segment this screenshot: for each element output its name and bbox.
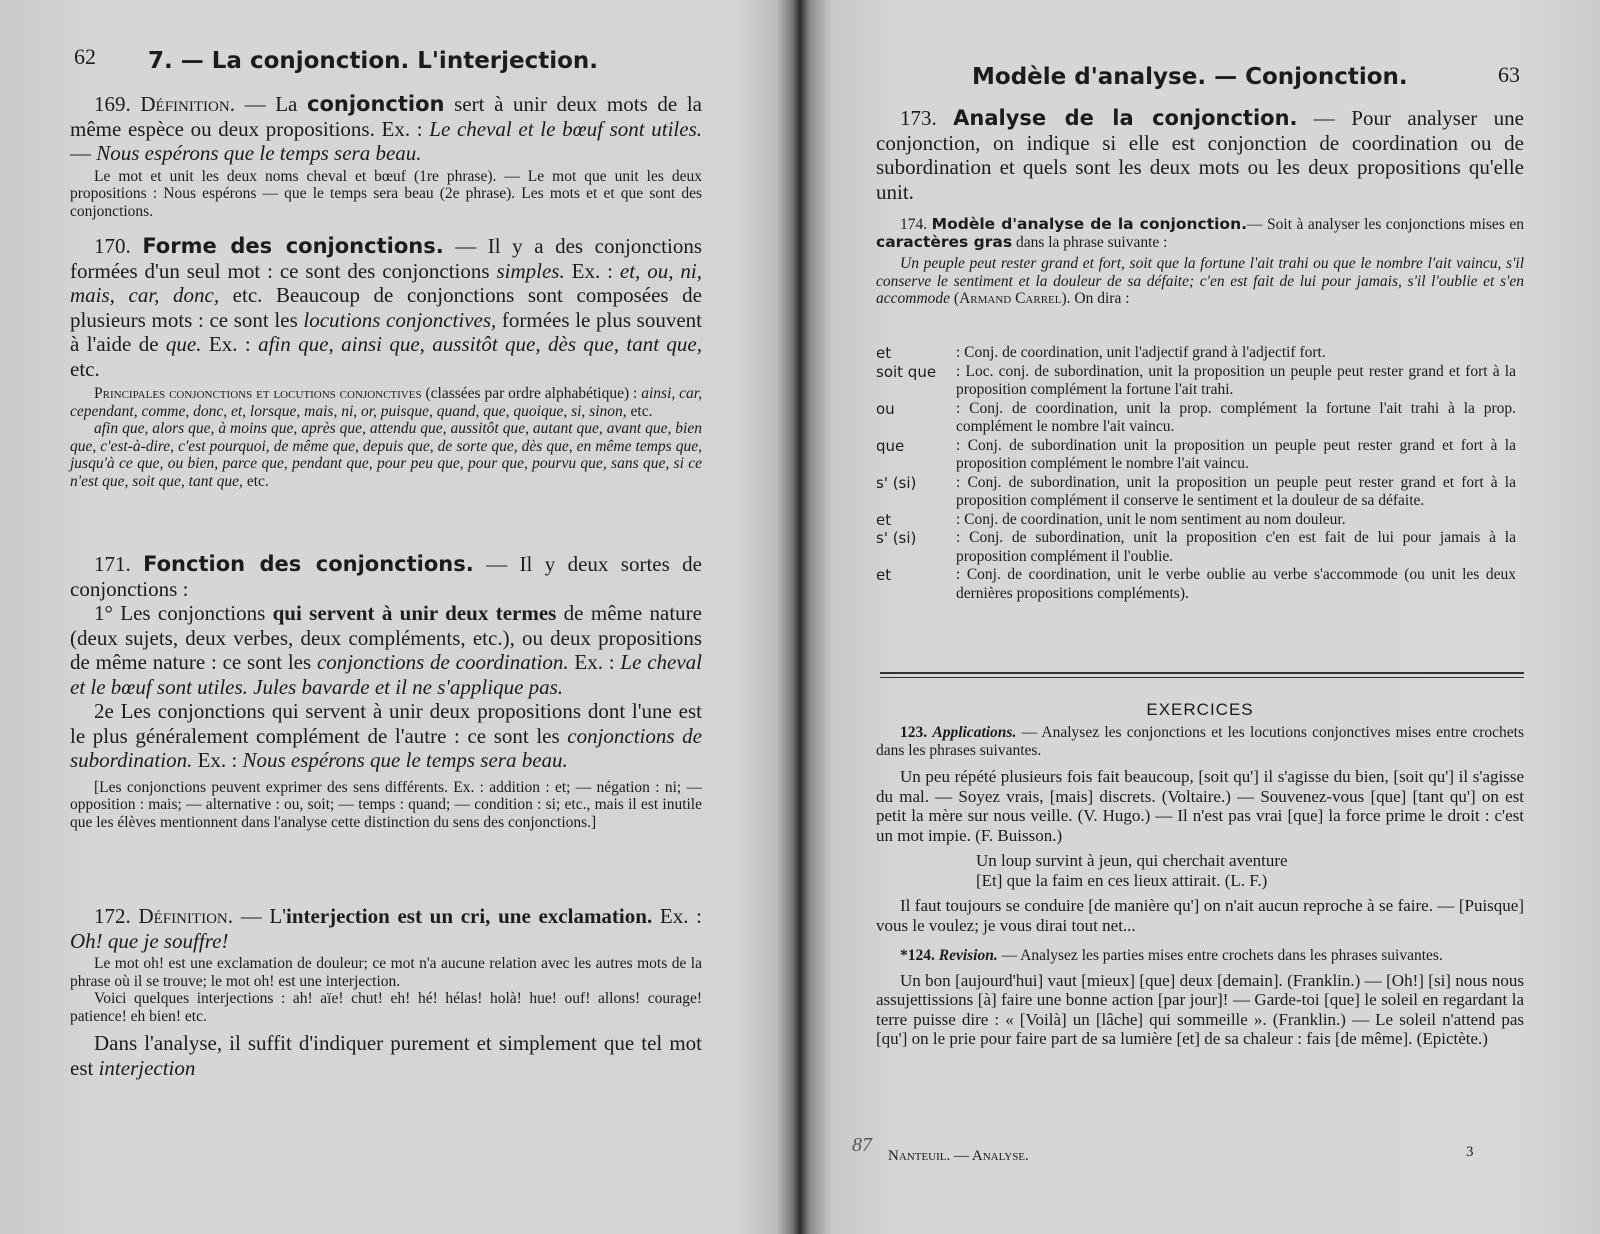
analysis-description: : Conj. de coordination, unit le verbe oublie au verbe s'accommode (ou unit les deux dernières propositions compléments). (956, 566, 1516, 602)
analysis-row (876, 363, 1516, 400)
analysis-row (876, 529, 1516, 566)
analysis-description: : Conj. de coordination, unit le nom sentiment au nom douleur. (956, 510, 1346, 528)
paragraph-171-1: 1° Les conjonctions qui servent à unir deux termes de même nature (deux sujets, deux verbes, deux compléments, etc.), ou deux propositions de même nature : ce sont les conjonctions de coordination. Ex. : Le cheval et le bœuf sont utiles. Jules bavarde et il ne s'applique pas. (70, 601, 702, 699)
analysis-word: s' (si) (876, 473, 917, 492)
section-170 (70, 234, 702, 490)
paragraph-170: 170. Forme des conjonctions. — Il y a des conjonctions formées d'un seul mot : ce sont des conjonctions simples. Ex. : et, ou, ni, mais, car, donc, etc. Beaucoup de conjonctions sont composées de plusieurs mots : ce sont les locutions conjonctives, formées le plus souvent à l'aide de que. Ex. : afin que, ainsi que, aussitôt que, dès que, tant que, etc. (70, 234, 702, 381)
analysis-word: s' (si) (876, 529, 917, 547)
analysis-word: et (876, 344, 892, 362)
paragraph-173: 173. Analyse de la conjonction. — Pour analyser une conjonction, on indique si elle est conjonction de coordination ou de subordination et quels sont les deux mots ou les deux propositions qu'elle unit. (876, 106, 1524, 204)
analysis-table (876, 344, 1524, 603)
exercises-section (876, 700, 1524, 1049)
paragraph-171-2: 2e Les conjonctions qui servent à unir deux propositions dont l'une est le plus généralement complément de l'autre : ce sont les conjonctions de subordination. Ex. : Nous espérons que le temps sera beau. (70, 699, 702, 772)
page-number-right: 63 (1498, 62, 1520, 87)
analysis-description: : Loc. conj. de subordination, unit la proposition un peuple peut rester grand et fort à la proposition complément la fortune l'ait trahi. (956, 362, 1516, 398)
page-header-left: 7. — La conjonction. L'interjection. (148, 48, 599, 74)
analysis-word: soit que (876, 362, 937, 381)
paragraph-171: 171. Fonction des conjonctions. — Il y deux sortes de conjonctions : (70, 552, 702, 601)
footer-signature: Nanteuil. — Analyse. (888, 1148, 1029, 1164)
note-169: Le mot et unit les deux noms cheval et bœuf (1re phrase). — Le mot que unit les deux propositions : Nous espérons — que le temps sera beau (2e phrase). Les mots et et que sont des conjonctions. (70, 167, 702, 220)
page-number-left: 62 (74, 44, 96, 69)
exercise-124-text: Un bon [aujourd'hui] vaut [mieux] [que] deux [demain]. (Franklin.) — [Oh!] [si] nous nous assujettissions [à] faire une bonne action [par jour]! — Garde-toi [que] le soleil en regardant la terre puisse dire : « [Voilà] un [lâche] qui sommeille ». (Franklin.) — Le soleil n'attend pas [qu'] on le prie pour faire part de sa lumière [et] de sa chaleur : fais [de même]. (Epictète.) (876, 970, 1524, 1048)
model-sentence: Un peuple peut rester grand et fort, soit que la fortune l'ait trahi ou que le nombre l'ait vaincu, s'il conserve le sentiment et la douleur de sa défaite; c'en est fait de lui pour jamais, s'il l'oublie et s'en accommode (Armand Carrel). On dira : (876, 255, 1524, 307)
page-header-right: Modèle d'analyse. — Conjonction. (972, 64, 1408, 90)
analysis-row (876, 566, 1516, 603)
poem-quote (876, 851, 1524, 890)
right-page (808, 0, 1600, 1234)
section-divider (880, 672, 1524, 678)
analysis-description: : Conj. de subordination, unit la proposition c'en est fait de lui pour jamais à la proposition complément il l'oublie. (956, 529, 1516, 565)
poem-line-1: Un loup survint à jeun, qui cherchait aventure (976, 851, 1288, 870)
analysis-row (876, 474, 1516, 511)
analysis-description: : Conj. de subordination, unit la proposition un peuple peut rester grand et fort à la proposition complément il conserve le sentiment et la douleur de sa défaite. (956, 473, 1516, 509)
analysis-row (876, 511, 1516, 530)
analysis-word: que (876, 436, 905, 455)
note-171: [Les conjonctions peuvent exprimer des sens différents. Ex. : addition : et; — négation : ni; — opposition : mais; — alternative : ou, soit; — temps : quand; — condition : si; etc., mais il est inutile que les élèves mentionnent dans l'analyse cette distinction du sens des conjonctions.] (70, 778, 702, 831)
principal-locutions: afin que, alors que, à moins que, après que, attendu que, aussitôt que, autant que, avant que, bien que, c'est-à-dire, c'est pourquoi, de même que, depuis que, de sorte que, dès que, en même temps que, jusqu'à ce que, ou bien, parce que, pendant que, pour peu que, pour que, pourvu que, sans que, si ce n'est que, soit que, tant que, etc. (70, 420, 702, 490)
section-172 (70, 904, 702, 1080)
section-171 (70, 552, 702, 831)
analysis-word: ou (876, 399, 895, 418)
handwritten-note: 87 (852, 1134, 872, 1156)
poem-line-2: [Et] que la faim en ces lieux attirait. (L. F.) (976, 870, 1268, 890)
analysis-grid (876, 344, 1516, 603)
section-169 (70, 92, 702, 220)
note-172b: Voici quelques interjections : ah! aïe! chut! eh! hé! hélas! holà! hue! ouf! allons! courage! patience! eh bien! etc. (70, 990, 702, 1025)
analysis-row (876, 344, 1516, 363)
paragraph-172: 172. Définition. — L'interjection est un cri, une exclamation. Ex. : Oh! que je souffre! (70, 904, 702, 953)
analysis-description: : Conj. de subordination unit la proposition un peuple peut rester grand et fort à la proposition complément le nombre l'ait vaincu. (956, 436, 1516, 472)
exercises-title: EXERCICES (1146, 700, 1254, 719)
exercise-123-heading: 123. Applications. — Analysez les conjonctions et les locutions conjonctives mises entre crochets dans les phrases suivantes. (876, 724, 1525, 759)
note-172a: Le mot oh! est une exclamation de douleur; ce mot n'a aucune relation avec les autres mots de la phrase où il se trouve; le mot oh! est une interjection. (70, 955, 702, 990)
paragraph-174: 174. Modèle d'analyse de la conjonction.— Soit à analyser les conjonctions mises en caractères gras dans la phrase suivante : (876, 215, 1524, 251)
exercise-124-heading: *124. Revision. — Analysez les parties mises entre crochets dans les phrases suivantes. (900, 947, 1443, 964)
analysis-description: : Conj. de coordination, unit la prop. complément la fortune l'ait trahi à la prop. complément le nombre l'ait vaincu. (956, 399, 1516, 435)
footer-sheet-number: 3 (1466, 1144, 1474, 1160)
exercise-123-text: Un peu répété plusieurs fois fait beaucoup, [soit qu'] il s'agisse du bien, [soit qu'] il s'agisse du mal. — Soyez vrais, [mais] discrets. (Voltaire.) — Souvenez-vous [que] [tant qu'] on est petit la mère sur nous veille. (V. Hugo.) — Il n'est pas vrai [que] la force prime le droit : c'est un mot impie. (F. Buisson.) (876, 767, 1524, 845)
section-174 (876, 216, 1524, 308)
section-173 (876, 106, 1524, 204)
analysis-row (876, 437, 1516, 474)
exercise-123-text-2: Il faut toujours se conduire [de manière qu'] on n'ait aucun reproche à se faire. — [Puisque] vous le voulez; je vous dirai tout net... (876, 896, 1524, 935)
analysis-word: et (876, 566, 892, 584)
analysis-description: : Conj. de coordination, unit l'adjectif grand à l'adjectif fort. (956, 344, 1326, 361)
analysis-row (876, 400, 1516, 437)
principal-conjunctions: Principales conjonctions et locutions conjonctives (classées par ordre alphabétique) : ainsi, car, cependant, comme, donc, et, lorsque, mais, ni, or, puisque, quand, que, quoique, si, sinon, etc. (70, 385, 702, 420)
paragraph-final: Dans l'analyse, il suffit d'indiquer purement et simplement que tel mot est interjection (70, 1031, 702, 1080)
paragraph-169: 169. Définition. — La conjonction sert à unir deux mots de la même espèce ou deux propositions. Ex. : Le cheval et le bœuf sont utiles. — Nous espérons que le temps sera beau. (70, 92, 703, 165)
analysis-word: et (876, 510, 892, 529)
